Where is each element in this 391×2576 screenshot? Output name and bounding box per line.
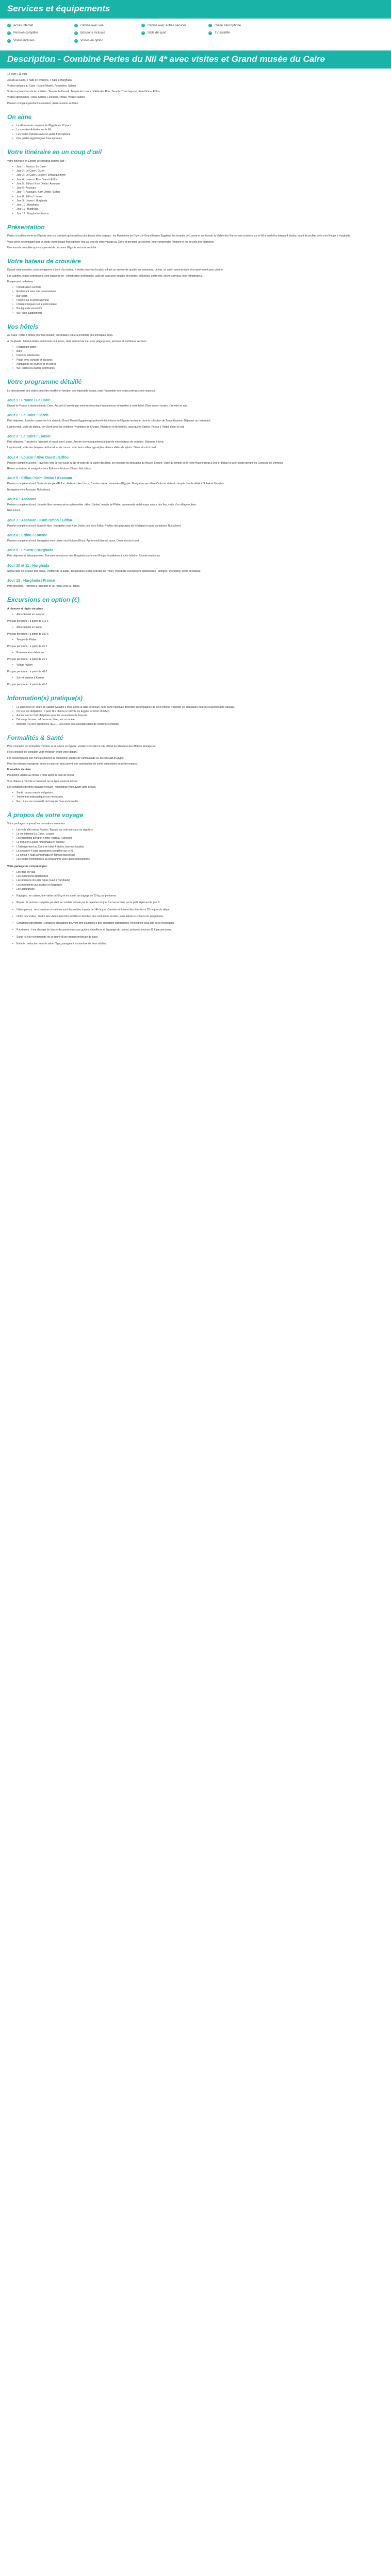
- service-item: [208, 24, 275, 28]
- bullet-list: [7, 871, 384, 891]
- paragraph: Équipement du bateau :: [7, 280, 35, 283]
- intro-line: 3 nuits au Caire, 4 nuits en croisière, 4 nuits à Hurghada: [7, 78, 72, 82]
- day-title: Jour 3 : Le Caire / Louxor: [7, 434, 51, 438]
- list-item: • La croisière 4 étoiles sur le Nil: [17, 128, 384, 132]
- excursion-price: Prix par personne : à partir de 350 €: [7, 632, 49, 636]
- list-item: • Jour 2 : Le Caire / Gizeh: [17, 170, 384, 173]
- bullet-list: [7, 124, 384, 141]
- paragraph: L'après-midi, visite des temples de Karnak et de Louxor, avec leurs salles hypostyles et leurs allées de sphinx. Dîner et nuit à bord.: [7, 446, 157, 450]
- day-title: Jour 5 : Edfou / Kom Ombo / Assouan: [7, 477, 72, 481]
- check-icon: ✓: [142, 31, 144, 35]
- day-title: Jour 12 : Hurghada / France: [7, 579, 55, 583]
- section-title: On aime: [7, 113, 32, 121]
- section-title: Vos hôtels: [7, 323, 39, 330]
- day-title: Jour 7 : Assouan / Kom Ombo / Edfou: [7, 518, 72, 522]
- intro-line: 12 jours / 11 nuits: [7, 73, 28, 76]
- list-item: • Les assurances: [17, 888, 384, 891]
- paragraph: Les conditions d'entrée peuvent évoluer : renseignez-vous avant votre départ.: [7, 785, 96, 789]
- service-item: [74, 31, 141, 36]
- excursion-price: Prix par personne : à partir de 110 €: [7, 620, 48, 623]
- paragraph: Votre itinéraire en Égypte se construit comme suit :: [7, 159, 66, 163]
- intro-line: Pension complète pendant la croisière, demi-pension au Caire: [7, 101, 78, 105]
- service-label: Visites incluses: [13, 39, 35, 43]
- day-title: Jour 4 : Louxor / Rive Ouest / Edfou: [7, 455, 69, 460]
- paragraph: Petit déjeuner. Journée consacrée à la visite du Grand Musée Égyptien qui présente les trésors de l'Égypte ancienne, dont la collection de Toutankhamon. Déjeuner au restaurant.: [7, 419, 211, 423]
- list-item: • Piscines extérieures: [17, 354, 384, 358]
- section-title: Formalités & Santé: [7, 734, 63, 741]
- paragraph: Navigation vers Assouan. Nuit à bord.: [7, 488, 51, 492]
- list-item: • Santé : aucun vaccin obligatoire.: [17, 791, 384, 795]
- day-title: Jour 1 : France / Le Caire: [7, 398, 51, 402]
- paragraph: Petit déjeuner et débarquement. Transfert en autocar vers Hurghada sur la mer Rouge. Installation à votre hôtel en formule tout inclus.: [7, 554, 161, 558]
- list-item: • Hébergement : les chambres et cabines sont disponibles à partir de 14h le jour d'arrivée et doivent être libérées à 12h le jour du départ.: [17, 908, 384, 912]
- service-item: [74, 24, 141, 28]
- list-item: • Jour 9 : Louxor / Hurghada: [17, 199, 384, 203]
- excursion-name: [7, 626, 384, 630]
- paragraph: À Hurghada : hôtel 4 étoiles en formule tout inclus, situé en bord de mer avec plage privée, piscines et nombreux services.: [7, 340, 147, 343]
- list-item: • Aucun vaccin n'est obligatoire pour les ressortissants français.: [17, 714, 384, 718]
- paragraph: Pour connaître les formalités d'entrée et de séjour en Égypte, veuillez consulter le site officiel du Ministère des Affaires étrangères.: [7, 745, 156, 749]
- list-item: • Jour 8 : Edfou / Louxor: [17, 195, 384, 199]
- services-title: Services et équipements: [0, 0, 391, 19]
- list-item: • Le transfert Louxor / Hurghada en autocar: [17, 841, 384, 844]
- list-item: • Jour 12 : Hurghada / France: [17, 212, 384, 216]
- paragraph: Pension complète à bord. Visite du temple d'Edfou, dédié au dieu Horus, l'un des mieux conservés d'Égypte. Navigation vers Kom Ombo et visite du temple double dédié à Sobek et Haroéris.: [7, 482, 225, 486]
- service-item: [74, 39, 141, 43]
- list-item: • Conditions spécifiques : certaines prestations peuvent être soumises à des conditions particulières, renseignez-vous lors de la réservation.: [17, 922, 384, 925]
- service-label: Boissons incluses: [80, 31, 105, 35]
- services-section: [0, 0, 391, 50]
- service-item: [141, 31, 208, 36]
- list-item: • Les visites mentionnées au programme avec guide francophone: [17, 858, 384, 861]
- list-item: • Jour 10 : Hurghada: [17, 204, 384, 207]
- service-label: Accès internet: [13, 24, 34, 27]
- paragraph: Pour les mineurs voyageant seuls ou avec un seul parent, une autorisation de sortie du territoire peut être requise.: [7, 762, 138, 766]
- paragraph: Pension complète à bord. Traversée vers la rive ouest du Nil et visite de la Vallée des Rois, où reposent les pharaons du Nouvel Empire. Visite du temple de la reine Hatchepsout à Deir el-Bahari et arrêt photo devant les Colosses de Memnon.: [7, 461, 284, 465]
- list-item: • Jour 11 : Hurghada: [17, 208, 384, 211]
- list-item: • Les pourboires aux guides et équipages: [17, 884, 384, 887]
- bullet-list: [7, 165, 384, 216]
- paragraph: Les ressortissants non français doivent se renseigner auprès de l'ambassade ou du consulat d'Égypte.: [7, 756, 125, 760]
- paragraph: Visa obtenu à l'arrivée à l'aéroport ou en ligne avant le départ.: [7, 779, 78, 783]
- list-item: • Village nubien: [17, 664, 384, 667]
- excursion-name: [7, 651, 384, 655]
- paragraph: Nuit à bord.: [7, 509, 21, 513]
- section-title: Information(s) pratique(s): [7, 694, 83, 702]
- bullet-list: [7, 828, 384, 862]
- excursion-price: Prix par personne : à partir de 40 €: [7, 670, 47, 674]
- list-item: • Restaurant avec vue panoramique: [17, 290, 384, 294]
- paragraph: À réserver et régler sur place :: [7, 607, 45, 611]
- check-icon: ✓: [8, 24, 10, 27]
- list-item: • Des guides égyptologues francophones: [17, 137, 384, 141]
- paragraph: Vous serez accompagné par un guide égyptologue francophone tout au long de votre voyage au Caire et pendant la croisière, pour comprendre l'histoire et les secrets des pharaons.: [7, 240, 215, 244]
- list-item: • Le passeport en cours de validité (valable 6 mois après la date de retour) ou la carte nationale d'identité accompagnée de deux photos d'identité est obligatoire pour les ressortissants français.: [17, 706, 384, 709]
- sub-title: Votre package ne comprend pas :: [7, 865, 48, 868]
- check-icon: ✓: [209, 31, 211, 35]
- bullet-list: [7, 706, 384, 726]
- intro-line: Visites optionnelles : Abou Simbel, Felouque, Philae, Village Nubien: [7, 96, 85, 99]
- intro-line: Visites incluses lors de la croisière : Temple de Karnak, Temple de Louxor, Vallée des Rois, Temple d'Hatchepsout, Kom Ombo, Edfou: [7, 90, 160, 94]
- list-item: • Animations en journée et en soirée: [17, 363, 384, 366]
- list-item: • Chaises longues sur le pont solaire: [17, 303, 384, 307]
- paragraph: Les cabines, toutes extérieures, sont équipées de : climatisation individuelle, salle de bain avec douche et toilettes, télévision, coffre-fort, sèche-cheveux, mini-réfrigérateur.: [7, 274, 203, 278]
- excursion-price: Prix par personne : à partir de 45 €: [7, 645, 47, 649]
- section-title: À propos de votre voyage: [7, 811, 84, 819]
- service-item: [208, 31, 275, 36]
- list-item: • Climatisation centrale: [17, 286, 384, 290]
- list-item: • La croisière 4 nuits en pension complète sur le Nil: [17, 850, 384, 853]
- intro-line: Visites incluses au Caire : Grand Musée, Pyramides, Sphinx: [7, 84, 76, 88]
- list-item: • Restaurant buffet: [17, 346, 384, 349]
- section-title: Votre programme détaillé: [7, 378, 82, 386]
- paragraph: Le déroulement des visites peut être modifié en fonction des impératifs locaux, mais l'ensemble des visites prévues sera respecté.: [7, 389, 156, 393]
- note-item: [7, 908, 384, 912]
- excursion-price: Prix par personne : à partir de 45 €: [7, 683, 47, 686]
- list-item: • Ordre des visites : l'ordre des visites peut être modifié en fonction des contraintes locales, sans altérer le contenu du programme.: [17, 915, 384, 919]
- list-item: • Décalage horaire : +1 heure en hiver, aucun en été.: [17, 718, 384, 722]
- paragraph: Séjour libre en formule tout inclus. Profitez de la plage, des piscines et des activités de l'hôtel. Possibilité d'excursions optionnelles : plongée, snorkeling, sortie en bateau.: [7, 569, 201, 573]
- service-label: Visites en option: [80, 39, 103, 43]
- list-item: • Bars: [17, 350, 384, 353]
- check-icon: ✓: [75, 24, 77, 27]
- service-item: [141, 24, 208, 28]
- description-section: [0, 50, 391, 959]
- description-content: [0, 69, 391, 959]
- list-item: • Le séjour 4 nuits à Hurghada en formule tout inclus: [17, 854, 384, 857]
- section-title: Présentation: [7, 223, 45, 231]
- note-item: [7, 901, 384, 905]
- list-item: • Bar-salon: [17, 295, 384, 298]
- list-item: • Les visites incluses avec un guide francophone: [17, 133, 384, 137]
- list-item: • Les vols aller-retour France / Égypte sur vols spéciaux ou réguliers: [17, 828, 384, 832]
- list-item: • Piscine sur le pont supérieur: [17, 299, 384, 302]
- list-item: • Les boissons lors des repas (sauf à Hurghada): [17, 879, 384, 883]
- paragraph: Petit déjeuner. Transfert à l'aéroport et vol retour vers la France.: [7, 585, 80, 588]
- list-item: • Eau : il est recommandé de boire de l'eau en bouteille.: [17, 800, 384, 804]
- day-title: Jour 9 : Louxor / Hurghada: [7, 549, 54, 553]
- list-item: • Wi-Fi dans les parties communes: [17, 367, 384, 370]
- note-item: [7, 922, 384, 925]
- note-item: [7, 894, 384, 898]
- note-item: [7, 915, 384, 919]
- note-item: [7, 942, 384, 946]
- list-item: • Boutique de souvenirs: [17, 307, 384, 311]
- list-item: • Abou Simbel en avion: [17, 626, 384, 630]
- day-title: Jour 2 : Le Caire / Gizeh: [7, 414, 48, 418]
- paragraph: Pension complète à bord. Journée libre ou excursions optionnelles : Abou Simbel, temple de Philae, promenade en felouque autour des îles, visite d'un village nubien.: [7, 503, 197, 507]
- service-item: [7, 24, 74, 28]
- note-item: [7, 936, 384, 939]
- check-icon: ✓: [142, 24, 144, 27]
- service-label: Pension complète: [13, 31, 38, 35]
- paragraph: Votre package comprend les prestations suivantes :: [7, 822, 67, 826]
- note-item: [7, 928, 384, 932]
- section-title: Excursions en option (€): [7, 596, 80, 604]
- list-item: • Les transferts aéroport / hôtel / bateau / aéroport: [17, 837, 384, 840]
- paragraph: Au Caire : hôtel 4 étoiles (normes locales) ou similaire, situé à proximité des principaux sites.: [7, 334, 113, 337]
- services-grid: [0, 19, 283, 50]
- list-item: • Abou Simbel en autocar: [17, 613, 384, 617]
- paragraph: Passeport valable au moins 6 mois après la date de retour.: [7, 774, 75, 777]
- list-item: • Plage avec transats et parasols: [17, 359, 384, 362]
- paragraph: Une formule complète qui vous permet de découvrir l'Égypte en toute sérénité.: [7, 246, 97, 249]
- list-item: • Les excursions optionnelles: [17, 875, 384, 878]
- service-item: [7, 39, 74, 43]
- service-label: Cabine avec autres services: [148, 24, 187, 27]
- list-item: • Jour 6 : Assouan: [17, 187, 384, 190]
- paragraph: Partez à la découverte de l'Égypte avec ce combiné qui réunit les plus beaux sites du pays : les Pyramides de Gizeh, le Grand Musée Égyptien, les temples de Louxor et de Karnak, la Vallée des Rois et une croisière sur le Nil à bord d'un bateau 4 étoiles, avant de profiter de la mer Rouge à Hurghada.: [7, 234, 351, 238]
- section-title: Votre bateau de croisière: [7, 258, 81, 265]
- bullet-list: [7, 791, 384, 804]
- excursion-name: [7, 638, 384, 642]
- sub-title: Formalités d'entrée: [7, 768, 31, 772]
- list-item: • La découverte complète de l'Égypte en 12 jours: [17, 124, 384, 128]
- list-item: • Son et lumière à Karnak: [17, 676, 384, 680]
- check-icon: ✓: [209, 24, 211, 27]
- check-icon: ✓: [75, 39, 77, 42]
- check-icon: ✓: [8, 31, 10, 35]
- list-item: • Jour 7 : Assouan / Kom Ombo / Edfou: [17, 191, 384, 194]
- service-label: Salle de sport: [148, 31, 167, 35]
- check-icon: ✓: [75, 31, 77, 35]
- description-title: Description - Combiné Perles du Nil 4* avec visites et Grand musée du Caire: [0, 50, 391, 69]
- list-item: • Traitement antipaludique non nécessaire.: [17, 795, 384, 799]
- list-item: • L'hébergement au Caire en hôtel 4 étoiles (normes locales): [17, 845, 384, 849]
- service-item: [7, 31, 74, 36]
- paragraph: Départ de France à destination du Caire. Accueil à l'arrivée par notre représentant francophone et transfert à votre hôtel. Dîner (selon horaire d'arrivée) et nuit.: [7, 404, 188, 408]
- service-label: TV satellite: [215, 31, 230, 35]
- list-item: • Un visa est obligatoire : il peut être obtenu à l'arrivée en Égypte (environ 25 USD).: [17, 710, 384, 714]
- service-label: Guide francophone: [215, 24, 241, 27]
- list-item: • Pourboires : il est d'usage de laisser des pourboires aux guides, chauffeurs et équipage du bateau, prévoyez environ 35 € par personne.: [17, 928, 384, 932]
- list-item: • Jour 3 : Le Caire / Louxor / Embarquement: [17, 174, 384, 177]
- list-item: • Jour 4 : Louxor / Rive Ouest / Edfou: [17, 178, 384, 182]
- paragraph: Retour au bateau et navigation vers Edfou via l'écluse d'Esna. Nuit à bord.: [7, 467, 92, 470]
- list-item: • Le vol intérieur Le Caire / Louxor: [17, 833, 384, 836]
- list-item: • Enfants : réduction enfants selon l'âge, partageant la chambre de deux adultes.: [17, 942, 384, 946]
- day-title: Jour 10 et 11 : Hurghada: [7, 564, 50, 568]
- list-item: • Repas : la pension complète pendant la croisière débute par le déjeuner du jour 3 et se termine par le petit déjeuner du jour 9.: [17, 901, 384, 905]
- paragraph: L'après-midi, visite du plateau de Gizeh avec les célèbres Pyramides de Khéops, Khéphren et Mykérinos, ainsi que le Sphinx. Retour à l'hôtel, dîner et nuit.: [7, 425, 185, 429]
- bullet-list: [7, 346, 384, 371]
- excursion-name: [7, 664, 384, 667]
- list-item: • Promenade en felouque: [17, 651, 384, 655]
- bullet-list: [7, 286, 384, 315]
- list-item: • Temple de Philae: [17, 638, 384, 642]
- check-icon: ✓: [8, 39, 10, 42]
- day-title: Jour 8 : Edfou / Louxor: [7, 533, 47, 537]
- section-title: Votre itinéraire en un coup d'œil: [7, 148, 102, 156]
- list-item: • Santé : il est recommandé de se munir d'une trousse médicale de base.: [17, 936, 384, 939]
- excursion-price: Prix par personne : à partir de 25 €: [7, 657, 47, 661]
- paragraph: Pension complète à bord. Navigation vers Louxor via l'écluse d'Esna. Après-midi libre à Louxor. Dîner et nuit à bord.: [7, 539, 140, 543]
- list-item: • Jour 5 : Edfou / Kom Ombo / Assouan: [17, 182, 384, 186]
- list-item: • Bagages : en cabine, une valise de 5 kg et en soute, un bagage de 20 kg par personne.: [17, 894, 384, 898]
- service-label: Cabine avec vue: [80, 24, 104, 27]
- list-item: • Monnaie : la livre égyptienne (EGP). Les euros sont acceptés dans de nombreux endroits.: [17, 723, 384, 726]
- excursion-name: [7, 613, 384, 617]
- list-item: • Les frais de visa: [17, 871, 384, 874]
- paragraph: Pension complète à bord. Matinée libre. Navigation vers Kom Ombo puis vers Edfou. Profitez des paysages du Nil depuis le pont du bateau. Nuit à bord.: [7, 524, 182, 528]
- paragraph: Durant votre croisière, vous naviguerez à bord d'un bateau 4 étoiles (normes locales) offrant un service de qualité, un restaurant, un bar, un salon panoramique et un pont-soleil avec piscine.: [7, 268, 224, 272]
- excursion-name: [7, 676, 384, 680]
- list-item: • Jour 1 : France / Le Caire: [17, 165, 384, 169]
- paragraph: Petit déjeuner. Transfert à l'aéroport et envol pour Louxor. Arrivée et embarquement à bord de votre bateau de croisière. Déjeuner à bord.: [7, 440, 164, 444]
- list-item: • Wi-Fi (en supplément): [17, 312, 384, 315]
- paragraph: Il est conseillé de consulter votre médecin avant votre départ.: [7, 751, 77, 754]
- day-title: Jour 6 : Assouan: [7, 497, 37, 501]
